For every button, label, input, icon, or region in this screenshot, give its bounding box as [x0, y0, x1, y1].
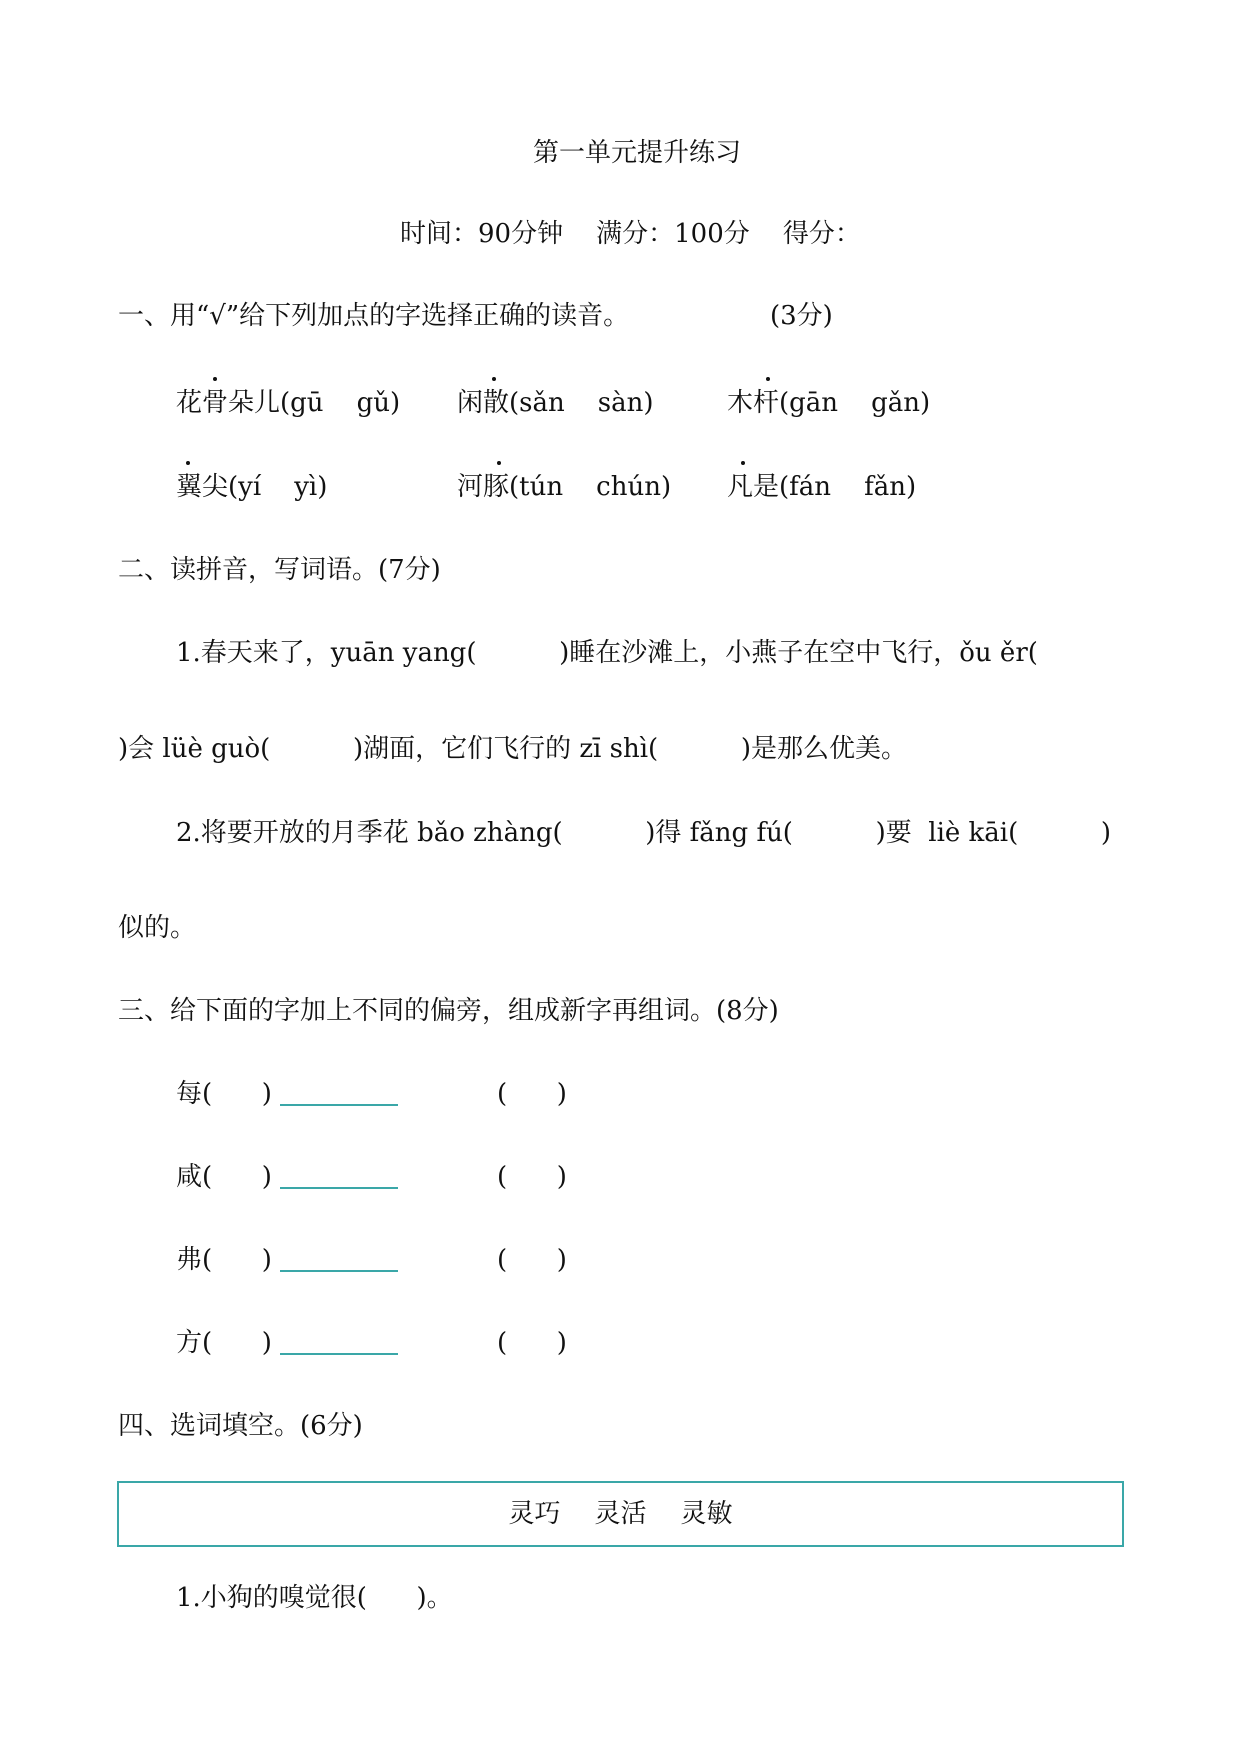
section-4-q1: 1.小狗的嗅觉很( )。 [176, 1583, 453, 1613]
section-2-q2-line2: 似的。 [118, 913, 197, 943]
word-bank-item: 灵活 [594, 1499, 647, 1529]
section-1-score: (3分) [770, 301, 833, 331]
word-bank-item: 灵巧 [508, 1499, 561, 1529]
radical-paren-2: ( ) [202, 1162, 272, 1192]
radical-paren-3: ( ) [202, 1245, 272, 1275]
answer-line[interactable] [280, 1187, 398, 1189]
pinyin-item-5: 河豚(tún chún) [457, 472, 672, 502]
answer-line[interactable] [280, 1270, 398, 1272]
pinyin-item-2: 闲散(sǎn sàn) [457, 388, 654, 418]
section-3-heading: 三、给下面的字加上不同的偏旁，组成新字再组词。(8分) [118, 996, 779, 1026]
radical-paren-1: ( ) [202, 1079, 272, 1109]
word-paren-1: ( ) [497, 1079, 567, 1109]
exam-info: 时间：90分钟 满分：100分 得分： [400, 219, 861, 249]
answer-line[interactable] [280, 1353, 398, 1355]
section-2-q1-line2: )会 lüè guò( )湖面，它们飞行的 zī shì( )是那么优美。 [118, 734, 907, 764]
emphasis-dot [213, 377, 217, 381]
pinyin-item-3: 木杆(gān gǎn) [727, 388, 931, 418]
section-2-heading: 二、读拼音，写词语。(7分) [118, 555, 441, 585]
pinyin-item-6: 凡是(fán fǎn) [727, 472, 917, 502]
radical-paren-4: ( ) [202, 1328, 272, 1358]
radical-char-4: 方 [176, 1328, 203, 1358]
emphasis-dot [497, 461, 501, 465]
radical-char-3: 弗 [176, 1245, 203, 1275]
pinyin-item-1: 花骨朵儿(gū gǔ) [176, 388, 401, 418]
pinyin-item-4: 翼尖(yí yì) [176, 472, 328, 502]
word-paren-4: ( ) [497, 1328, 567, 1358]
emphasis-dot [766, 377, 770, 381]
emphasis-dot [741, 461, 745, 465]
radical-char-2: 咸 [176, 1162, 203, 1192]
section-2-q1-line1: 1.春天来了，yuān yang( )睡在沙滩上，小燕子在空中飞行，ǒu ěr( [176, 638, 1038, 668]
radical-char-1: 每 [176, 1079, 203, 1109]
word-paren-3: ( ) [497, 1245, 567, 1275]
answer-line[interactable] [280, 1104, 398, 1106]
word-paren-2: ( ) [497, 1162, 567, 1192]
word-bank-item: 灵敏 [680, 1499, 733, 1529]
section-4-heading: 四、选词填空。(6分) [118, 1411, 363, 1441]
word-bank-box [117, 1481, 1124, 1547]
section-2-q2-line1: 2.将要开放的月季花 bǎo zhàng( )得 fǎng fú( )要 liè kāi( ) [176, 818, 1112, 848]
emphasis-dot [492, 377, 496, 381]
page-title: 第一单元提升练习 [533, 138, 742, 168]
section-1-heading: 一、用“√”给下列加点的字选择正确的读音。 [118, 301, 630, 331]
emphasis-dot [186, 461, 190, 465]
